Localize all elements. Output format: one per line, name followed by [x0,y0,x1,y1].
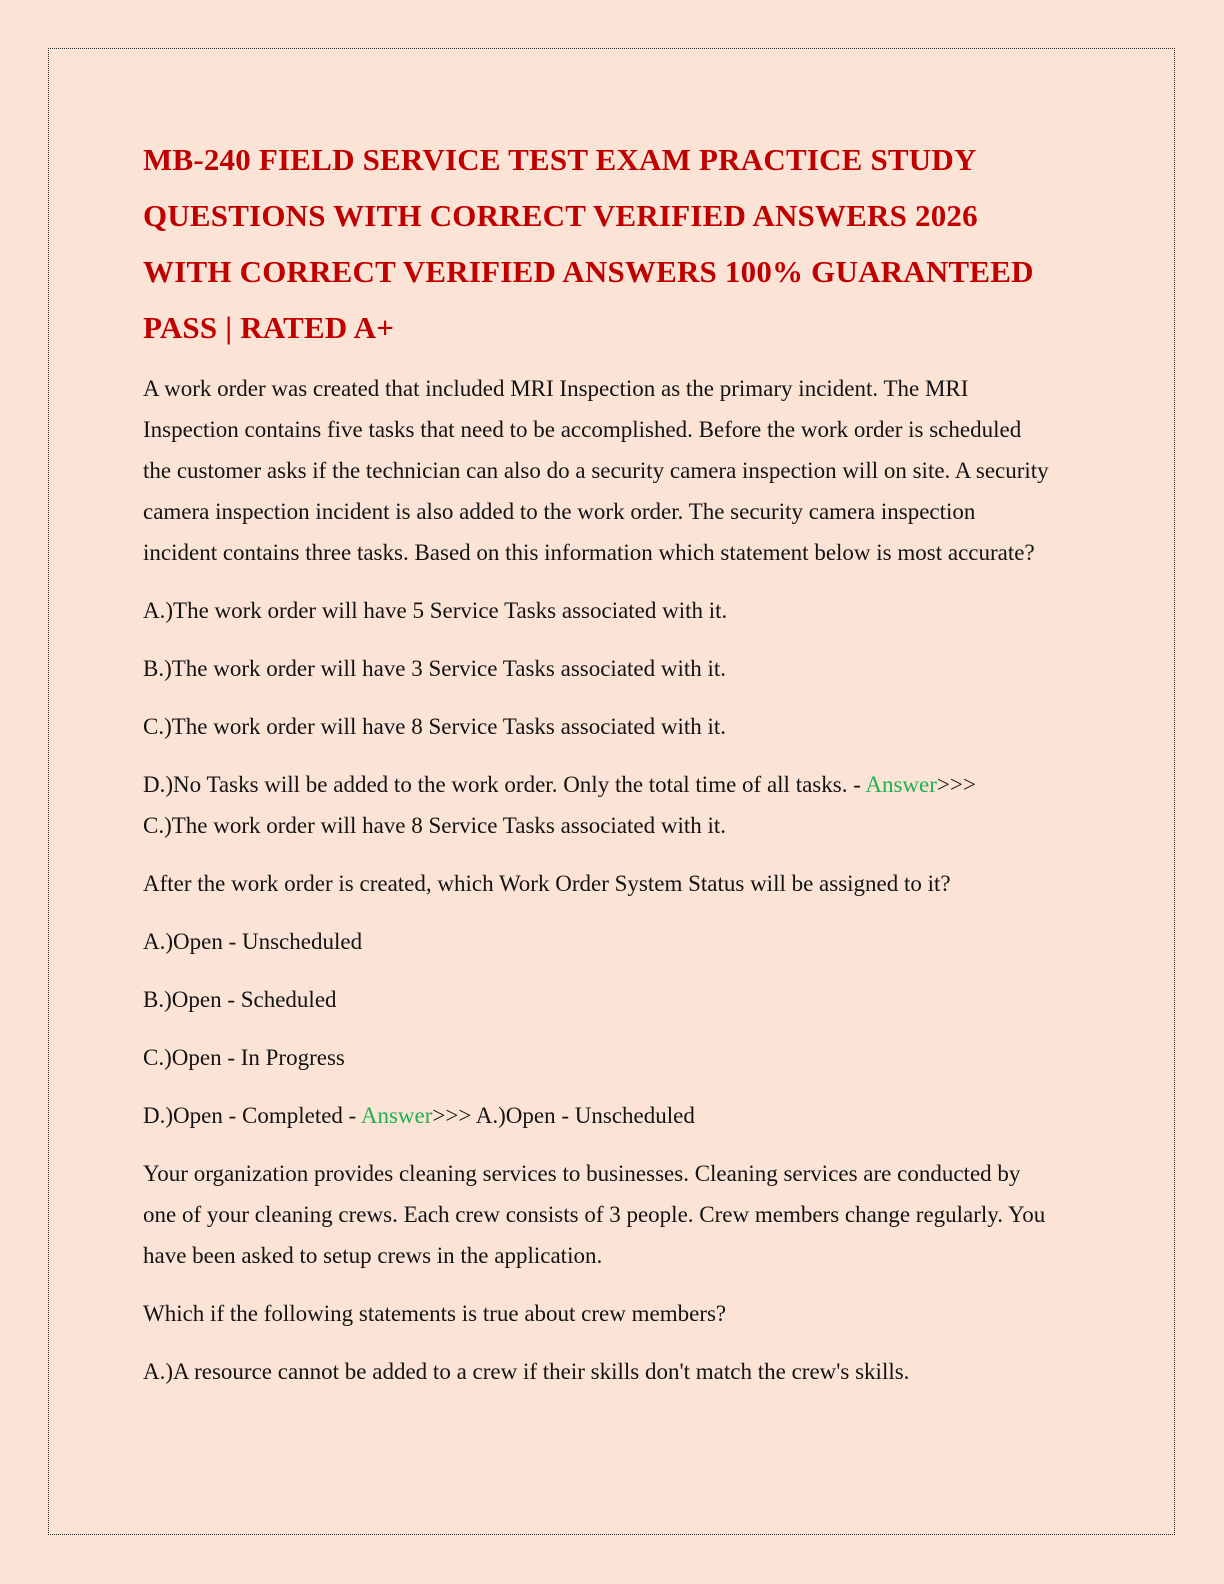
title-line: PASS | RATED A+ [143,310,395,345]
title-line: QUESTIONS WITH CORRECT VERIFIED ANSWERS 2026 [143,198,978,233]
text-run: A work order was created that included MRI Inspection as the primary incident. The MRI Inspection contains five tasks that need to be accomplished. Before the work order is scheduled the customer asks if the technician can also do a security camera inspection will on site. A security camera inspection incident is also added to the work order. The security camera inspection incident contains three tasks. Based on this information which statement below is most accurate? [143,376,1049,565]
text-run: C.)Open - In Progress [143,1045,345,1070]
paragraph [143,863,1053,904]
paragraph [143,764,1053,846]
text-run: B.)Open - Scheduled [143,987,337,1012]
answer-label: Answer [360,1103,433,1128]
title-line: MB-240 FIELD SERVICE TEST EXAM PRACTICE STUDY [143,142,977,177]
paragraph [143,979,1053,1020]
text-run: A.)Open - Unscheduled [143,929,363,954]
paragraph [143,1153,1053,1276]
answer-label: Answer [865,772,937,797]
text-run: >>> [936,772,976,797]
text-run: Which if the following statements is true about crew members? [143,1301,727,1326]
text-run: Your organization provides cleaning services to businesses. Cleaning services are conducted by one of your cleaning crews. Each crew consists of 3 people. Crew members change regularly. You have been asked to setup crews in the application. [143,1161,1046,1268]
paragraph [143,590,1053,631]
paragraph [143,1037,1053,1078]
paragraph [143,648,1053,689]
text-run: D.)No Tasks will be added to the work order. Only the total time of all tasks. - [143,772,866,797]
text-run: A.)A resource cannot be added to a crew if their skills don't match the crew's skills. [143,1359,910,1384]
paragraph [143,1351,1053,1392]
text-run: D.)Open - Completed - [143,1103,361,1128]
document-content [143,132,1053,1409]
title-line: WITH CORRECT VERIFIED ANSWERS 100% GUARANTEED [143,254,1034,289]
text-run: A.)The work order will have 5 Service Tasks associated with it. [143,598,728,623]
paragraph [143,1095,1053,1136]
paragraph [143,368,1053,573]
document-body [143,368,1053,1392]
text-run: After the work order is created, which Work Order System Status will be assigned to it? [143,871,951,896]
paragraph [143,921,1053,962]
paragraph [143,1293,1053,1334]
text-run: C.)The work order will have 8 Service Tasks associated with it. [143,813,727,838]
paragraph [143,706,1053,747]
text-run: B.)The work order will have 3 Service Tasks associated with it. [143,656,727,681]
document-title [143,132,1053,356]
text-run: >>> A.)Open - Unscheduled [432,1103,695,1128]
text-run: C.)The work order will have 8 Service Tasks associated with it. [143,714,727,739]
